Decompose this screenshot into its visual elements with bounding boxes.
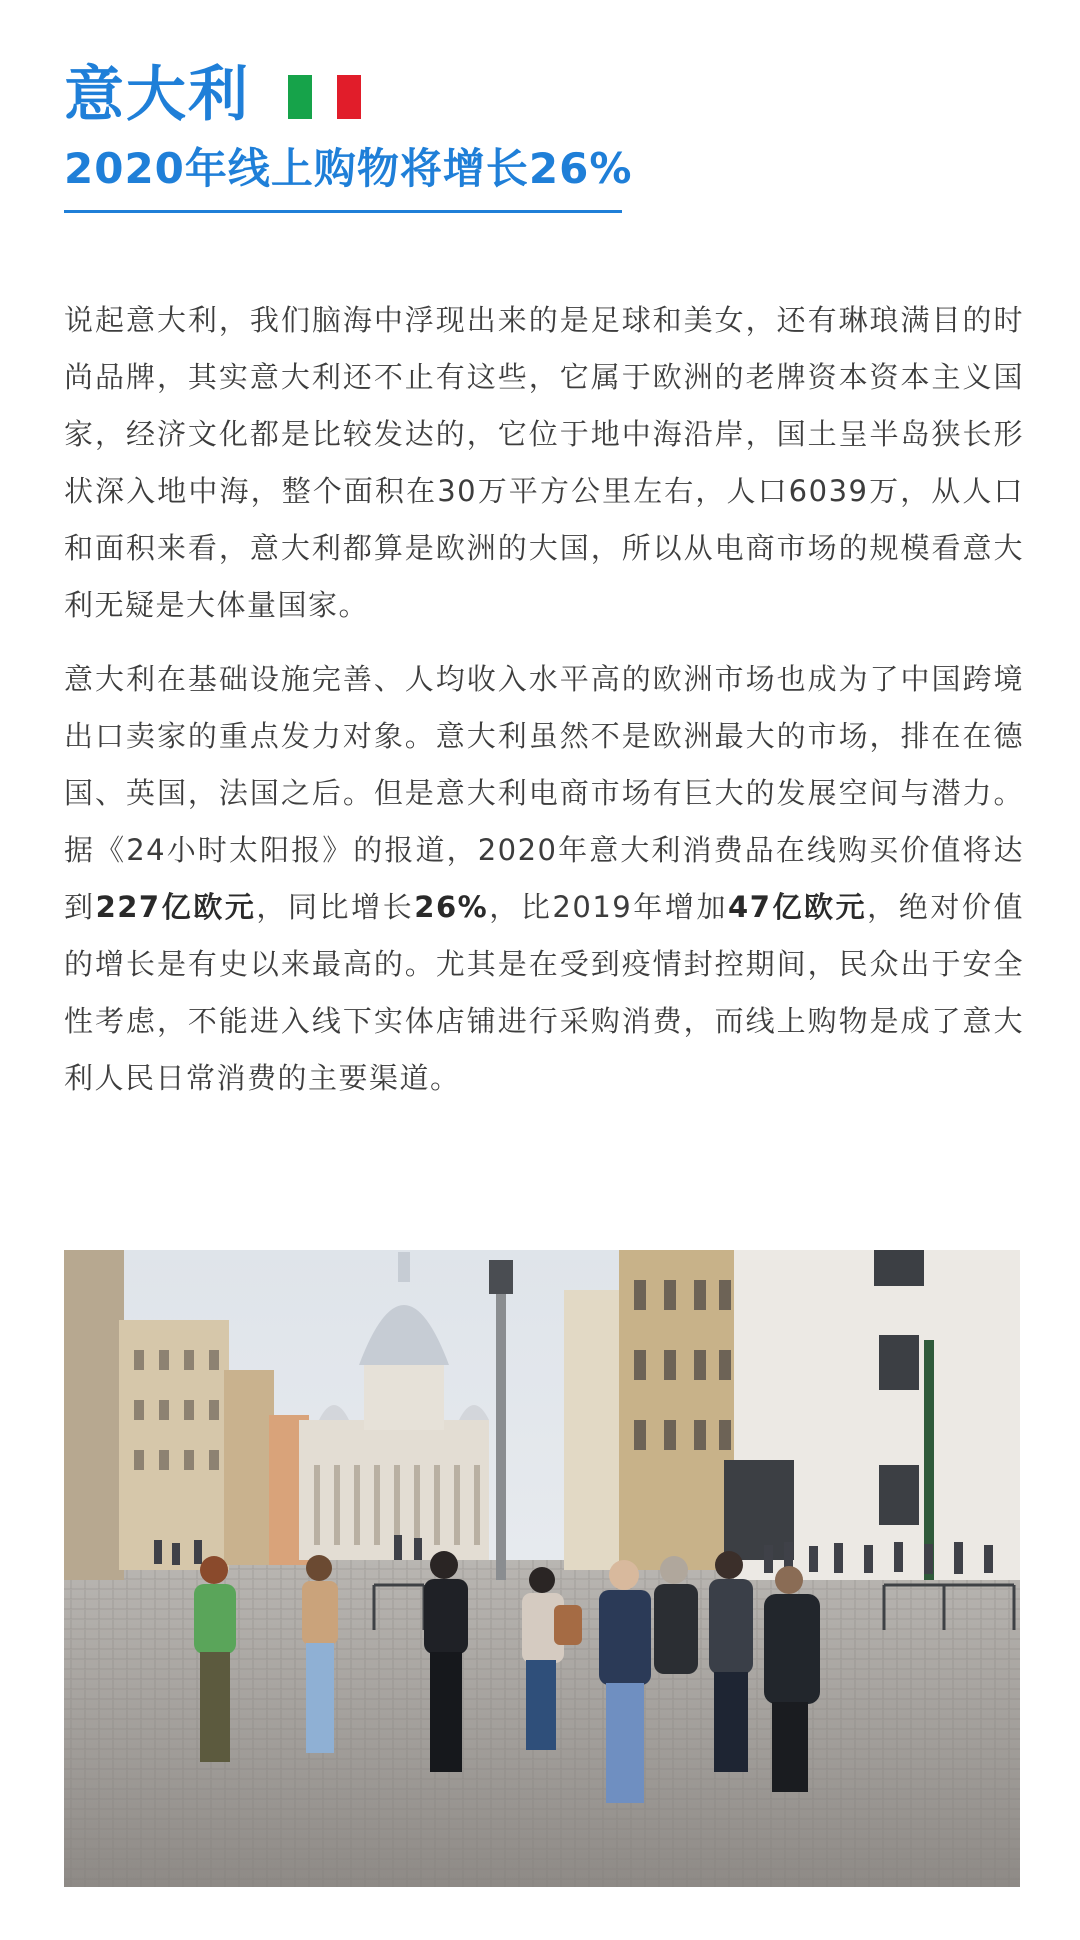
subtitle-underline	[64, 210, 622, 213]
highlight-value: 227亿欧元	[95, 890, 257, 924]
title-row	[64, 60, 944, 130]
flag-white-stripe	[312, 75, 336, 119]
paragraph-2-text: ，比2019年增加	[488, 890, 729, 924]
article-subtitle: 2020年线上购物将增长26%	[64, 144, 633, 193]
flag-red-stripe	[337, 75, 361, 119]
article-header	[64, 60, 944, 213]
paragraph-1: 说起意大利，我们脑海中浮现出来的是足球和美女，还有琳琅满目的时尚品牌，其实意大利还不止有这些，它属于欧洲的老牌资本资本主义国家，经济文化都是比较发达的，它位于地中海沿岸，国土呈半岛狭长形状深入地中海，整个面积在30万平方公里左右，人口6039万，从人口和面积来看，意大利都算是欧洲的大国，所以从电商市场的规模看意大利无疑是大体量国家。	[64, 303, 1024, 622]
rome-street-photo	[64, 1250, 1020, 1887]
paragraph-2-text: 意大利在基础设施完善、人均收入水平高的欧洲市场也成为了中国跨境出口卖家的重点发力对象。意大利虽然不是欧洲最大的市场，排在在德国、英国，法国之后。但是意大利电商市场有巨大的发展空间与潜力。据《24小时太阳报》的报道，2020年意大利消费品在线购买价值将达到	[64, 662, 1024, 924]
highlight-growth: 26%	[414, 890, 489, 924]
flag-green-stripe	[288, 75, 312, 119]
article-body	[64, 292, 1024, 1107]
photo-illustration	[64, 1250, 1020, 1887]
paragraph-2-text: ，同比增长	[256, 890, 415, 924]
paragraph-2	[64, 651, 1024, 1107]
right-buildings	[564, 1250, 1020, 1580]
italy-flag-icon	[288, 75, 361, 119]
paragraph-2-text: ，绝对价值的增长是有史以来最高的。尤其是在受到疫情封控期间，民众出于安全性考虑，不能进入线下实体店铺进行采购消费，而线上购物是成了意大利人民日常消费的主要渠道。	[64, 890, 1024, 1095]
highlight-increase: 47亿欧元	[728, 890, 868, 924]
country-title: 意大利	[64, 60, 250, 130]
